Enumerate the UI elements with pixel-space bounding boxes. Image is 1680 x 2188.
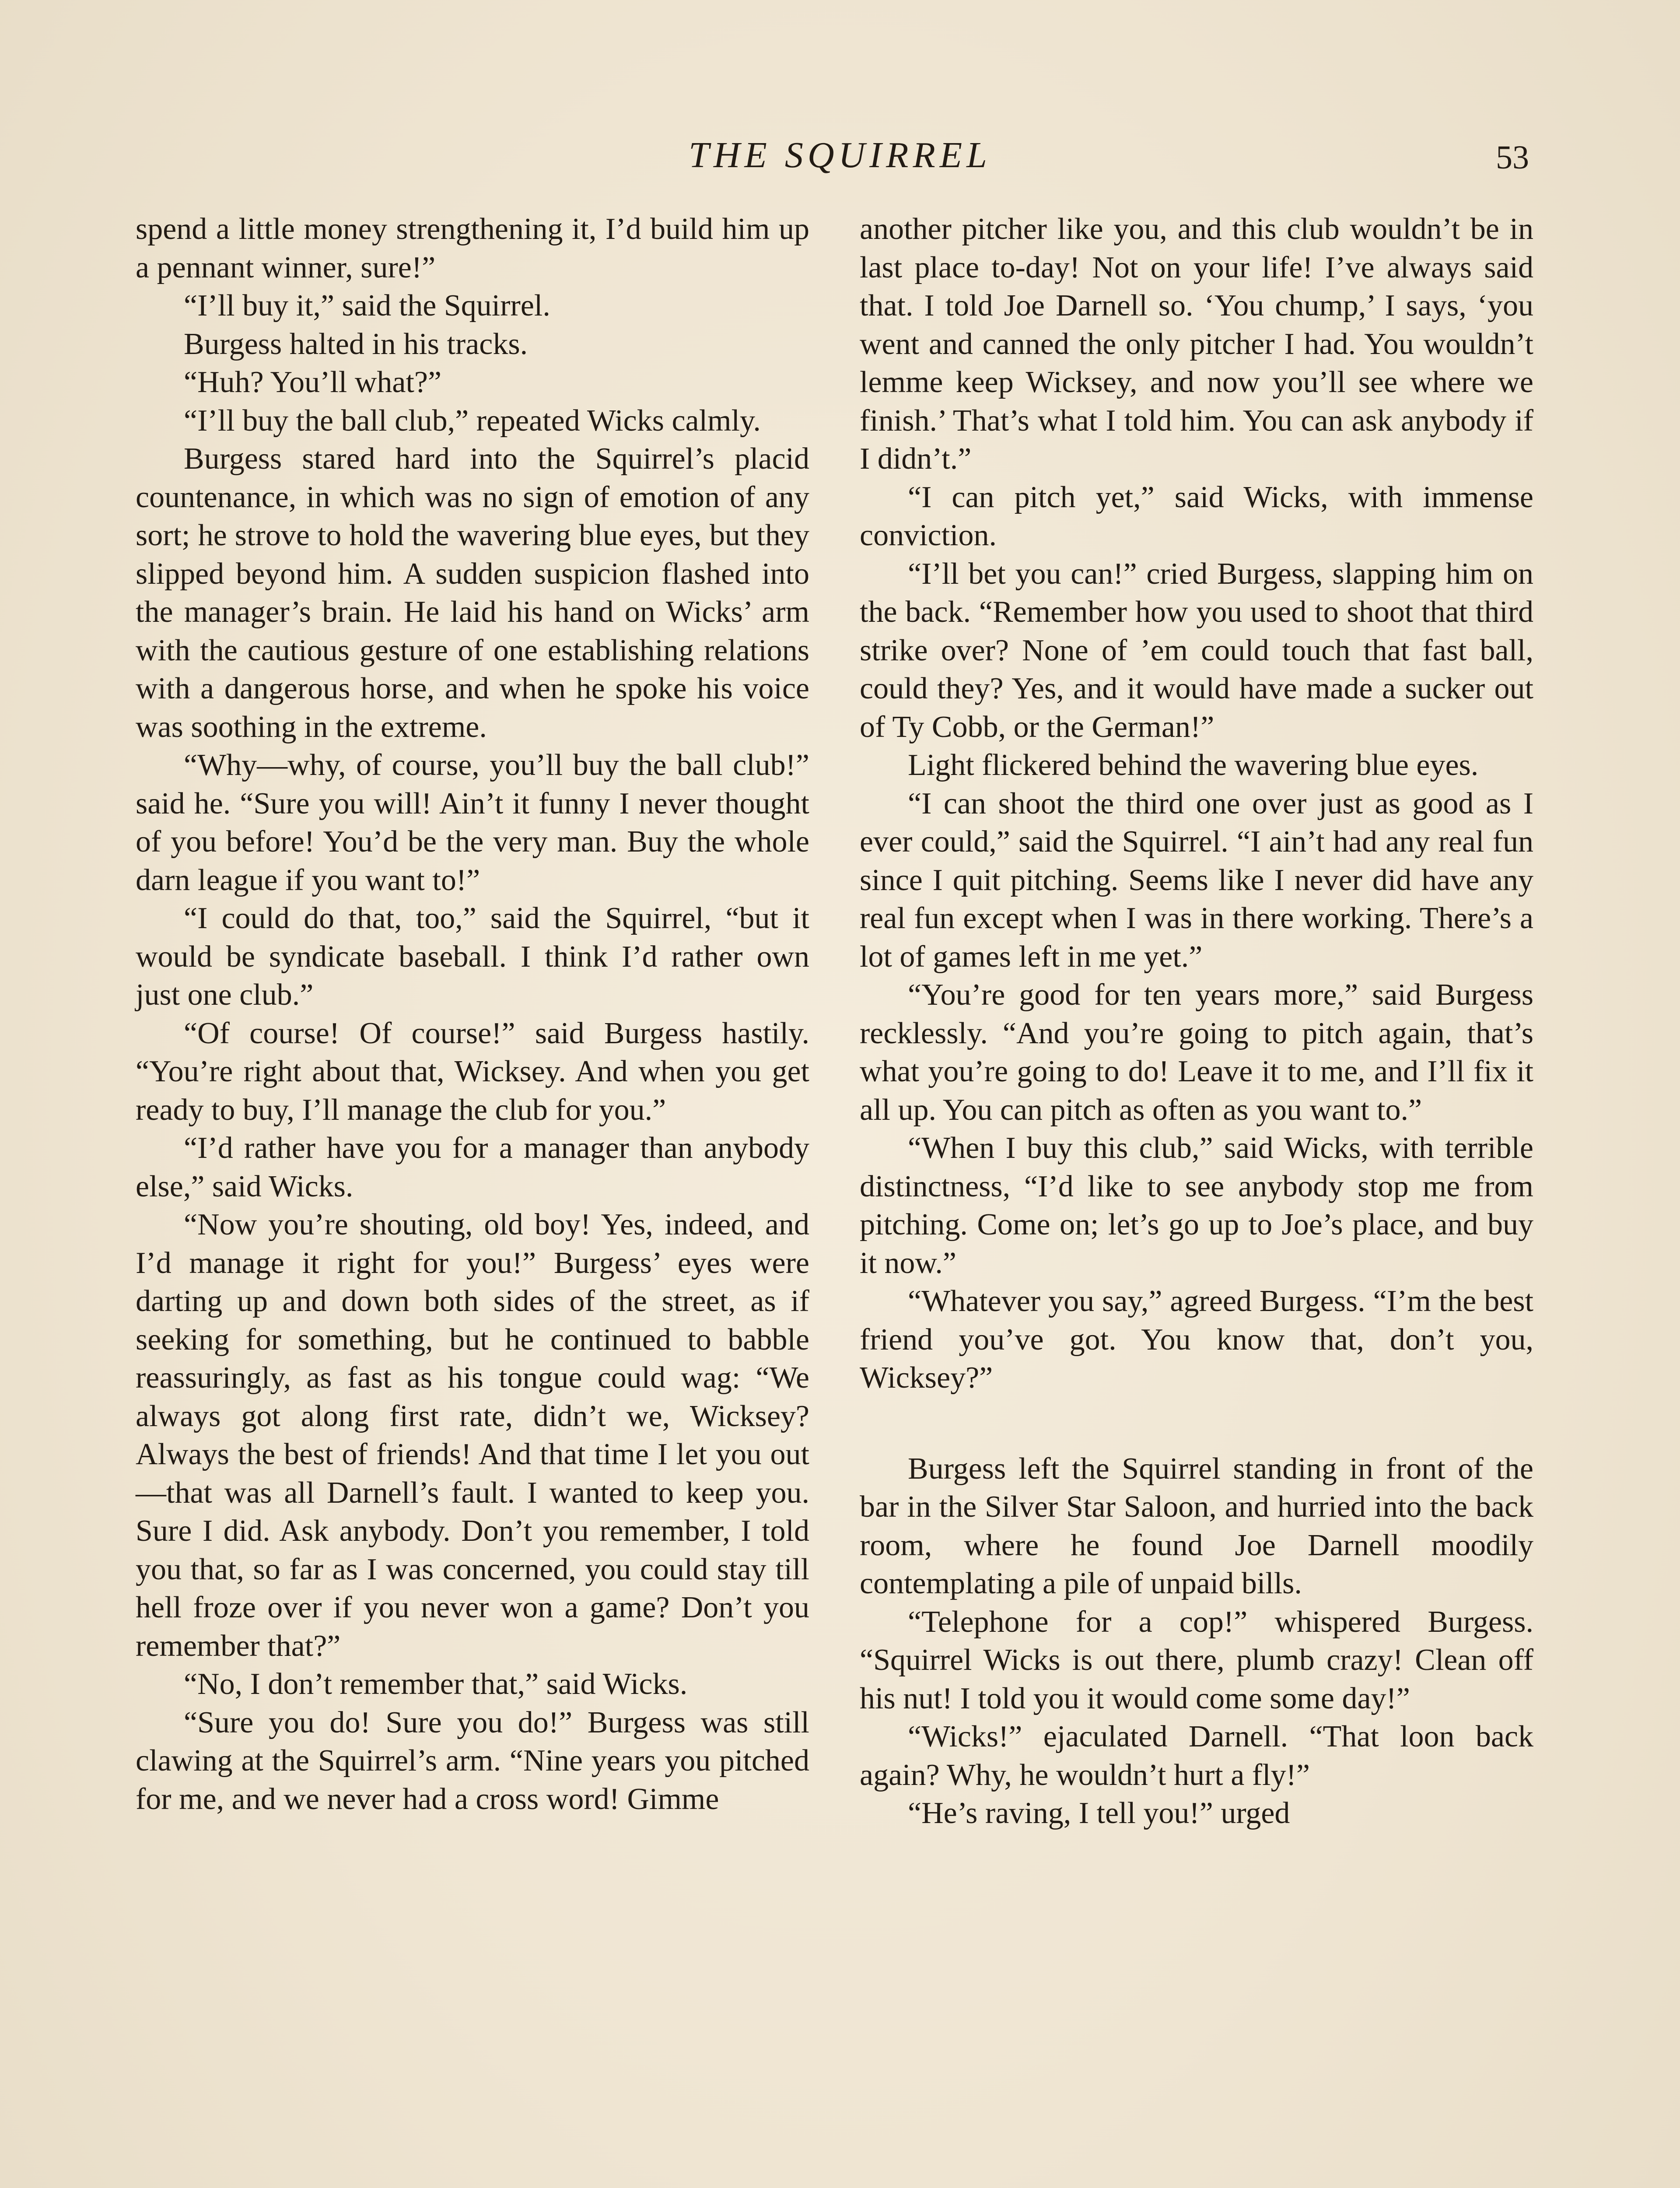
paragraph: Burgess left the Squirrel standing in front of the bar in the Silver Star Saloon, and hurried into the back room, where he found Joe Darnell moodily contemplating a pile of unpaid bills. — [860, 1452, 1533, 1600]
paragraph: “When I buy this club,” said Wicks, with terrible distinctness, “I’d like to see anybody stop me from pitching. Come on; let’s go up to Joe’s place, and buy it now.” — [860, 1131, 1533, 1280]
paragraph: “I could do that, too,” said the Squirrel, “but it would be syndicate baseball. I think I’d rather own just one club.” — [136, 901, 809, 1012]
paragraph: “I’ll bet you can!” cried Burgess, slapping him on the back. “Remember how you used to shoot that third strike over? None of ’em could touch that fast ball, could they? Yes, and it would have made a sucker out of Ty Cobb, or the German!” — [860, 557, 1533, 744]
paragraph: “Huh? You’ll what?” — [184, 365, 442, 399]
paragraph: “Of course! Of course!” said Burgess hastily. “You’re right about that, Wicksey. And when you get ready to buy, I’ll manage the club for you.” — [136, 1016, 809, 1127]
paragraph: “Telephone for a cop!” whispered Burgess. “Squirrel Wicks is out there, plumb crazy! Clean off his nut! I told you it would come some day!” — [860, 1605, 1533, 1715]
paragraph: Burgess stared hard into the Squirrel’s placid countenance, in which was no sign of emotion of any sort; he strove to hold the wavering blue eyes, but they slipped beyond him. A sudden suspicion flashed into the manager’s brain. He laid his hand on Wicks’ arm with the cautious gesture of one establishing relations with a dangerous horse, and when he spoke his voice was soothing in the extreme. — [136, 442, 809, 744]
paragraph: “You’re good for ten years more,” said Burgess recklessly. “And you’re going to pitch again, that’s what you’re going to do! Leave it to me, and I’ll fix it all up. You can pitch as often as you want to.” — [860, 978, 1533, 1127]
paragraph: “I can shoot the third one over just as good as I ever could,” said the Squirrel. “I ain’t had any real fun since I quit pitching. Seems like I never did have any real fun except when I was in there working. There’s a lot of games left in me yet.” — [860, 786, 1533, 974]
paragraph: “Wicks!” ejaculated Darnell. “That loon back again? Why, he wouldn’t hurt a fly!” — [860, 1720, 1533, 1792]
paragraph: Burgess halted in his tracks. — [184, 327, 528, 361]
paragraph: “I’d rather have you for a manager than anybody else,” said Wicks. — [136, 1131, 809, 1203]
running-title: THE SQUIRREL — [689, 135, 991, 175]
paragraph: “Now you’re shouting, old boy! Yes, indeed, and I’d manage it right for you!” Burgess’ eyes were darting up and down both sides of the street, as if seeking for something, but he continued to babble reassuringly, as fast as his tongue could wag: “We always got along first rate, didn’t we, Wicksey? Always the best of friends! And that time I let you out—that was all Darnell’s fault. I wanted to keep you. Sure I did. Ask anybody. Don’t you remember, I told you that, so far as I was concerned, you could stay till hell froze over if you never won a game? Don’t you remember that?” — [136, 1208, 809, 1663]
paragraph: “No, I don’t remember that,” said Wicks. — [184, 1667, 688, 1701]
right-column — [860, 210, 1533, 1833]
paragraph: “I’ll buy it,” said the Squirrel. — [184, 289, 550, 323]
page-number: 53 — [1496, 139, 1529, 176]
paragraph: “Why—why, of course, you’ll buy the ball club!” said he. “Sure you will! Ain’t it funny I never thought of you before! You’d be the very man. Buy the whole darn league if you want to!” — [136, 748, 809, 897]
paragraph: “I’ll buy the ball club,” repeated Wicks calmly. — [184, 403, 761, 438]
paragraph: spend a little money strengthening it, I’d build him up a pennant winner, sure!” — [136, 212, 809, 284]
paragraph: “I can pitch yet,” said Wicks, with immense conviction. — [860, 480, 1533, 552]
left-column — [136, 210, 809, 1818]
paragraph: “He’s raving, I tell you!” urged — [908, 1796, 1290, 1830]
paragraph: “Sure you do! Sure you do!” Burgess was still clawing at the Squirrel’s arm. “Nine years you pitched for me, and we never had a cross word! Gimme — [136, 1705, 809, 1816]
running-head — [0, 131, 1680, 184]
paragraph: “Whatever you say,” agreed Burgess. “I’m the best friend you’ve got. You know that, don’t you, Wicksey?” — [860, 1284, 1533, 1395]
paragraph: another pitcher like you, and this club wouldn’t be in last place to-day! Not on your life! I’ve always said that. I told Joe Darnell so. ‘You chump,’ I says, ‘you went and canned the only pitcher I had. You wouldn’t lemme keep Wicksey, and now you’ll see where we finish.’ That’s what I told him. You can ask anybody if I didn’t.” — [860, 212, 1533, 476]
paragraph: Light flickered behind the wavering blue eyes. — [908, 748, 1479, 782]
